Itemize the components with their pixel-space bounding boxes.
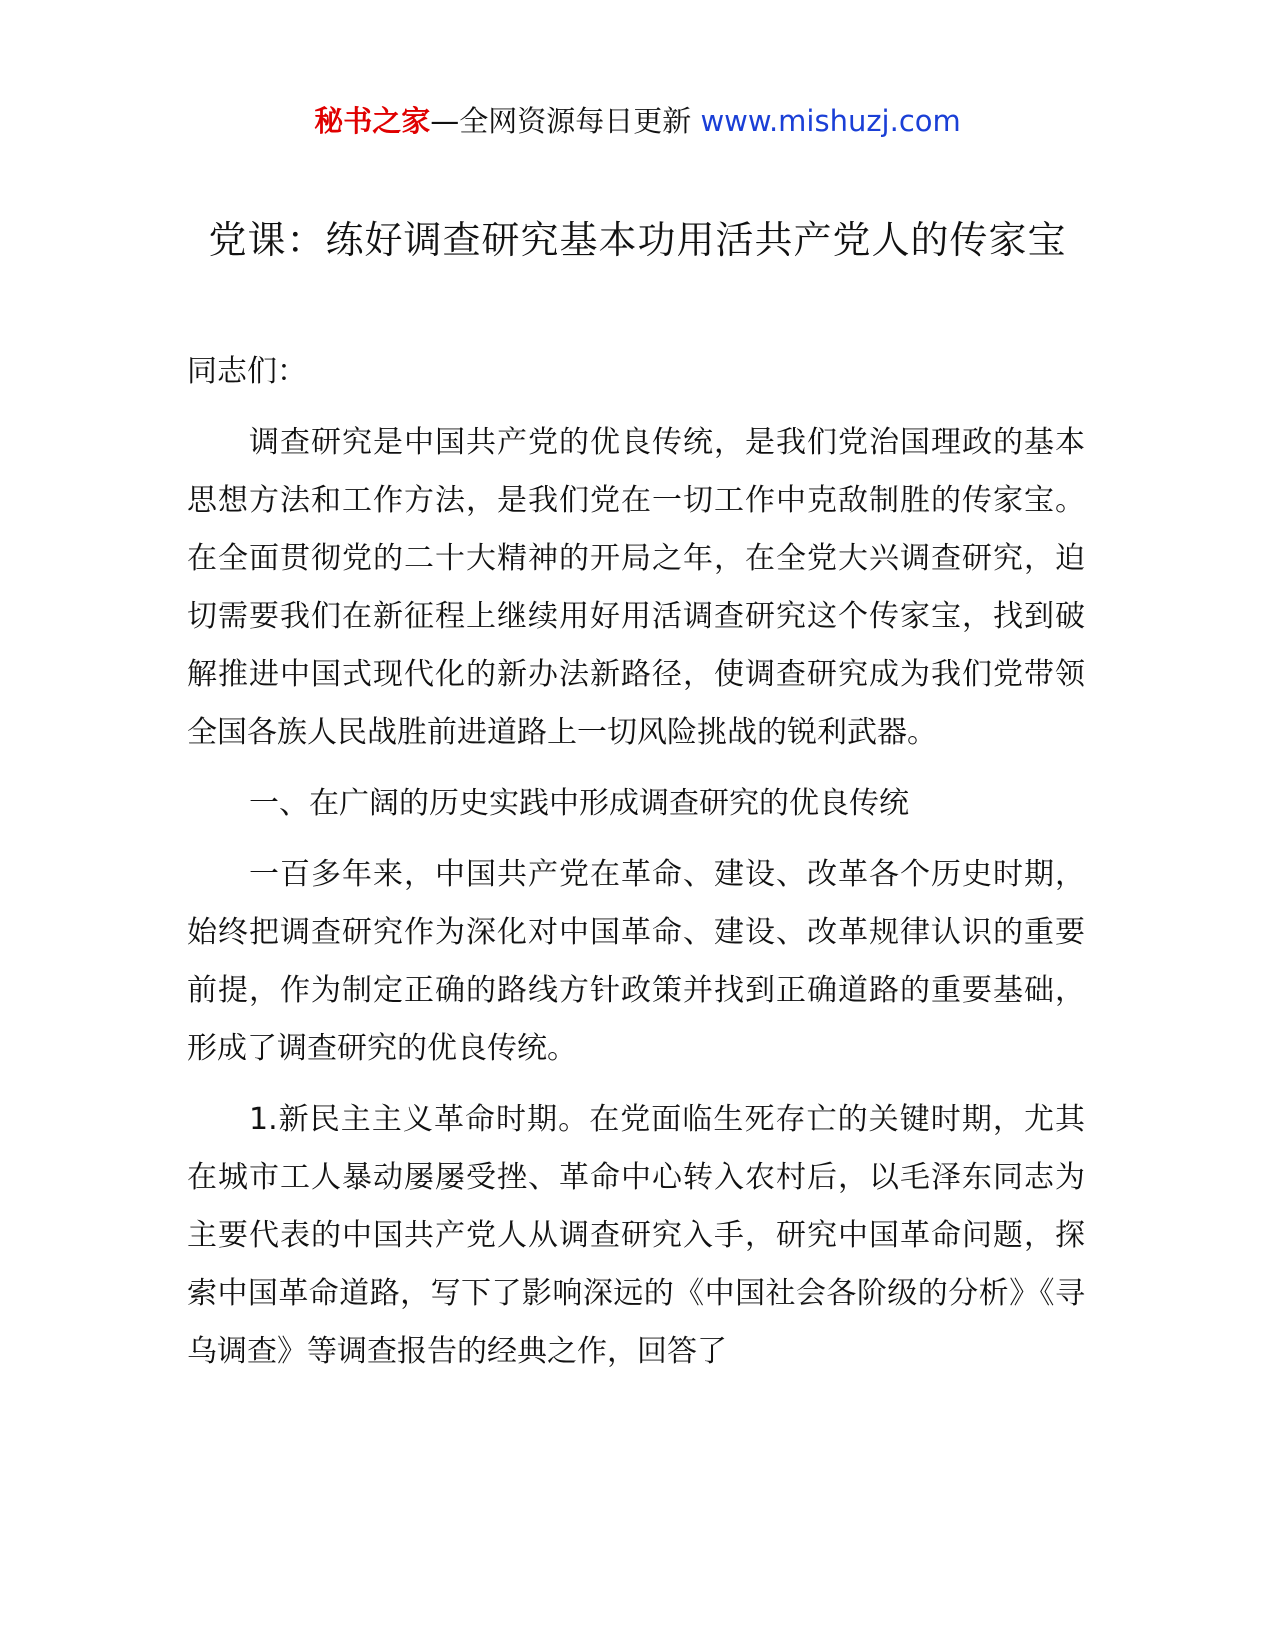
salutation: 同志们： [187, 354, 307, 389]
document-title: 党课：练好调查研究基本功用活共产党人的传家宝 [208, 218, 1067, 262]
document-body [187, 343, 1085, 1394]
body-paragraph: 1.新民主主义革命时期。在党面临生死存亡的关键时期，尤其在城市工人暴动屡屡受挫、革命中心转入农村后，以毛泽东同志为主要代表的中国共产党人从调查研究入手，研究中国革命问题，探索中国革命道路，写下了影响深远的《中国社会各阶级的分析》《寻乌调查》等调查报告的经典之作，回答了 [187, 1102, 1085, 1369]
intro-paragraph: 调查研究是中国共产党的优良传统，是我们党治国理政的基本思想方法和工作方法，是我们党在一切工作中克敌制胜的传家宝。在全面贯彻党的二十大精神的开局之年，在全党大兴调查研究，迫切需要我们在新征程上继续用好用活调查研究这个传家宝，找到破解推进中国式现代化的新办法新路径，使调查研究成为我们党带领全国各族人民战胜前进道路上一切风险挑战的锐利武器。 [187, 425, 1085, 750]
section-heading: 一、在广阔的历史实践中形成调查研究的优良传统 [249, 786, 909, 821]
site-url-link[interactable]: www.mishuzj.com [700, 104, 961, 138]
header-tagline: —全网资源每日更新 [430, 104, 692, 138]
brand-name: 秘书之家 [314, 104, 431, 138]
site-header [0, 101, 1275, 141]
body-paragraph: 一百多年来，中国共产党在革命、建设、改革各个历史时期，始终把调查研究作为深化对中国革命、建设、改革规律认识的重要前提，作为制定正确的路线方针政策并找到正确道路的重要基础，形成了调查研究的优良传统。 [187, 857, 1085, 1066]
